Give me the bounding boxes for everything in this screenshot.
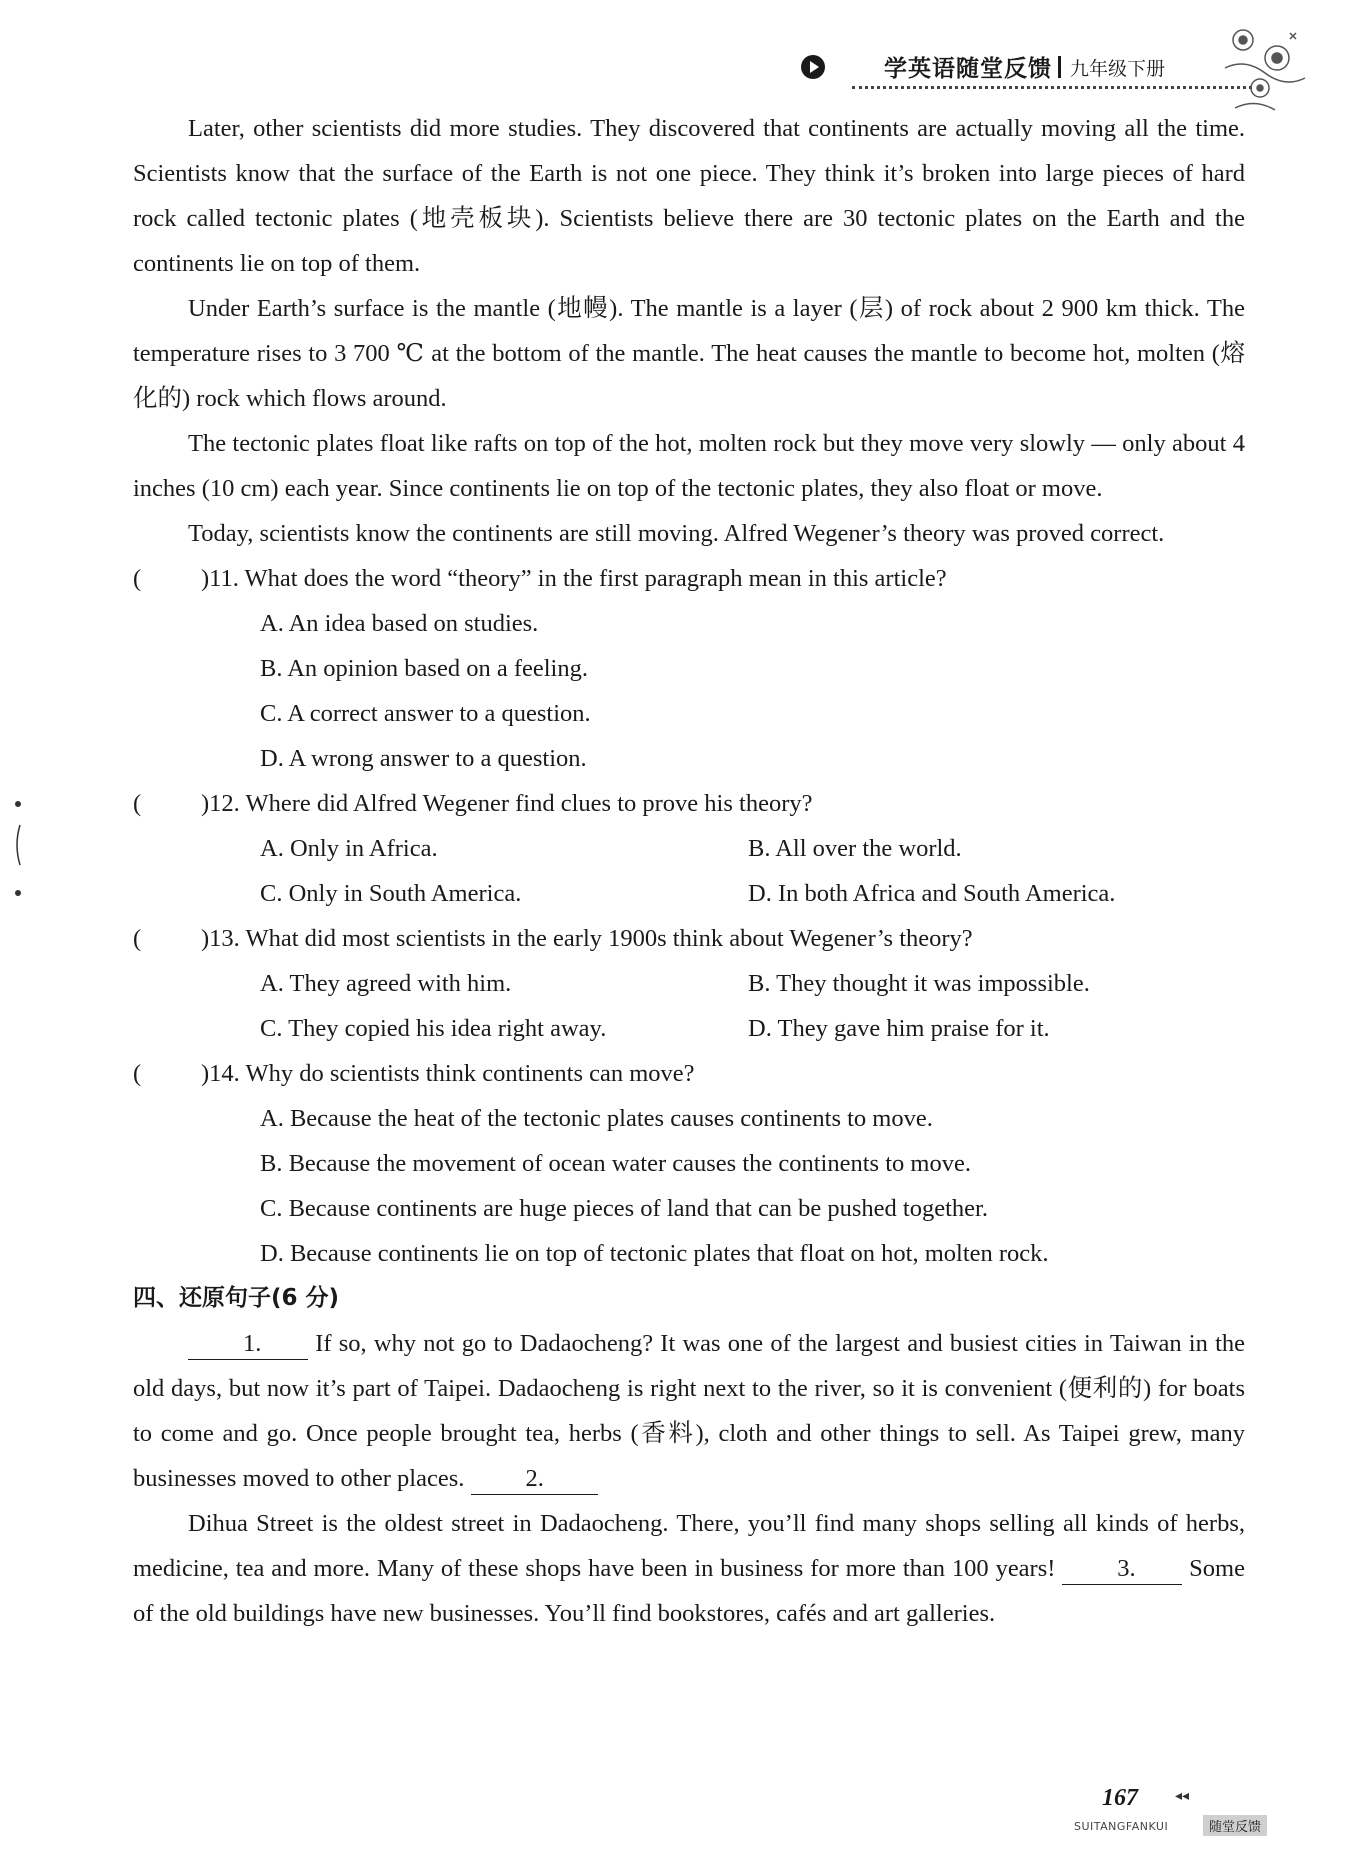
answer-paren[interactable]: ( (133, 565, 142, 592)
page-header (800, 48, 1220, 98)
option-line (133, 826, 1245, 871)
option-d: D. In both Africa and South America. (748, 880, 1116, 907)
option-line (133, 601, 1245, 646)
blank-1[interactable]: 1. (188, 1329, 308, 1360)
passage-paragraph: Today, scientists know the continents are still moving. Alfred Wegener’s theory was proved correct. (188, 520, 1165, 547)
page-number: 167 (1102, 1785, 1138, 1811)
option-line (133, 1186, 1245, 1231)
answer-paren[interactable]: ( (133, 790, 142, 817)
option-line (133, 871, 1245, 916)
section-title: 四、还原句子(6 分) (133, 1285, 340, 1311)
answer-paren[interactable]: ( (133, 1060, 142, 1087)
option-c: C. A correct answer to a question. (260, 700, 591, 727)
option-line (133, 646, 1245, 691)
option-line (133, 961, 1245, 1006)
option-d: D. They gave him praise for it. (748, 1015, 1050, 1042)
option-c: C. They copied his idea right away. (260, 1015, 607, 1042)
option-line (133, 736, 1245, 781)
question-stem: )12. Where did Alfred Wegener find clues to prove his theory? (201, 790, 813, 817)
question-13 (133, 916, 1245, 961)
answer-paren[interactable]: ( (133, 925, 142, 952)
margin-binding-marks (8, 800, 28, 910)
option-a: A. They agreed with him. (260, 970, 512, 997)
option-line (133, 1096, 1245, 1141)
section4-paragraph-2 (133, 1501, 1245, 1636)
option-a: A. Only in Africa. (260, 835, 438, 862)
paragraph-text: Some of the old buildings have new businesses. You’ll find bookstores, cafés and art galleries. (133, 1555, 1245, 1627)
book-grade: 九年级下册 (1070, 58, 1166, 80)
question-stem: )11. What does the word “theory” in the first paragraph mean in this article? (201, 565, 947, 592)
option-b: B. Because the movement of ocean water causes the continents to move. (260, 1150, 971, 1177)
question-12 (133, 781, 1245, 826)
option-c: C. Because continents are huge pieces of land that can be pushed together. (260, 1195, 988, 1222)
question-14 (133, 1051, 1245, 1096)
title-divider (1058, 56, 1061, 78)
blank-3[interactable]: 3. (1062, 1554, 1182, 1585)
question-stem: )14. Why do scientists think continents can move? (201, 1060, 695, 1087)
question-11 (133, 556, 1245, 601)
play-icon (800, 54, 826, 80)
option-c: C. Only in South America. (260, 880, 522, 907)
book-title: 学英语随堂反馈 (884, 56, 1052, 82)
footer-pinyin: SUITANGFANKUI (1074, 1820, 1169, 1833)
option-d: D. Because continents lie on top of tectonic plates that float on hot, molten rock. (260, 1240, 1049, 1267)
section4-paragraph-1 (133, 1321, 1245, 1501)
paragraph-text: Dihua Street is the oldest street in Dadaocheng. There, you’ll find many shops selling all kinds of herbs, medicine, tea and more. Many of these shops have been in business for more than 100 years! (133, 1510, 1245, 1582)
paragraph-text: If so, why not go to Dadaocheng? It was one of the largest and busiest cities in Taiwan in the old days, but now it’s part of Taipei. Dadaocheng is right next to the river, so it is convenient (便利的) for boats to come and go. Once people brought tea, herbs (香料), cloth and other things to sell. As Taipei grew, many businesses moved to other places. (133, 1330, 1245, 1492)
footer-label: 随堂反馈 (1203, 1815, 1267, 1836)
option-a: A. Because the heat of the tectonic plates causes continents to move. (260, 1105, 933, 1132)
main-content (133, 106, 1245, 1636)
passage-paragraph: The tectonic plates float like rafts on top of the hot, molten rock but they move very slowly — only about 4 inches (10 cm) each year. Since continents lie on top of the tectonic plates, they also float or move. (133, 430, 1245, 502)
option-line (133, 1006, 1245, 1051)
passage-paragraph: Under Earth’s surface is the mantle (地幔). The mantle is a layer (层) of rock about 2 900 km thick. The temperature rises to 3 700 ℃ at the bottom of the mantle. The heat causes the mantle to become hot, molten (熔化的) rock which flows around. (133, 295, 1245, 412)
option-a: A. An idea based on studies. (260, 610, 539, 637)
option-b: B. All over the world. (748, 835, 962, 862)
footer-arrows-icon: ◂◂ (1175, 1789, 1190, 1804)
option-d: D. A wrong answer to a question. (260, 745, 587, 772)
option-line (133, 691, 1245, 736)
passage-paragraph: Later, other scientists did more studies. They discovered that continents are actually moving all the time. Scientists know that the surface of the Earth is not one piece. They think it’s broken into large pieces of hard rock called tectonic plates (地壳板块). Scientists believe there are 30 tectonic plates on the Earth and the continents lie on top of them. (133, 115, 1245, 277)
header-dotted-rule (852, 86, 1252, 89)
option-b: B. They thought it was impossible. (748, 970, 1090, 997)
option-b: B. An opinion based on a feeling. (260, 655, 588, 682)
blank-2[interactable]: 2. (471, 1464, 598, 1495)
question-stem: )13. What did most scientists in the early 1900s think about Wegener’s theory? (201, 925, 973, 952)
option-line (133, 1141, 1245, 1186)
option-line (133, 1231, 1245, 1276)
